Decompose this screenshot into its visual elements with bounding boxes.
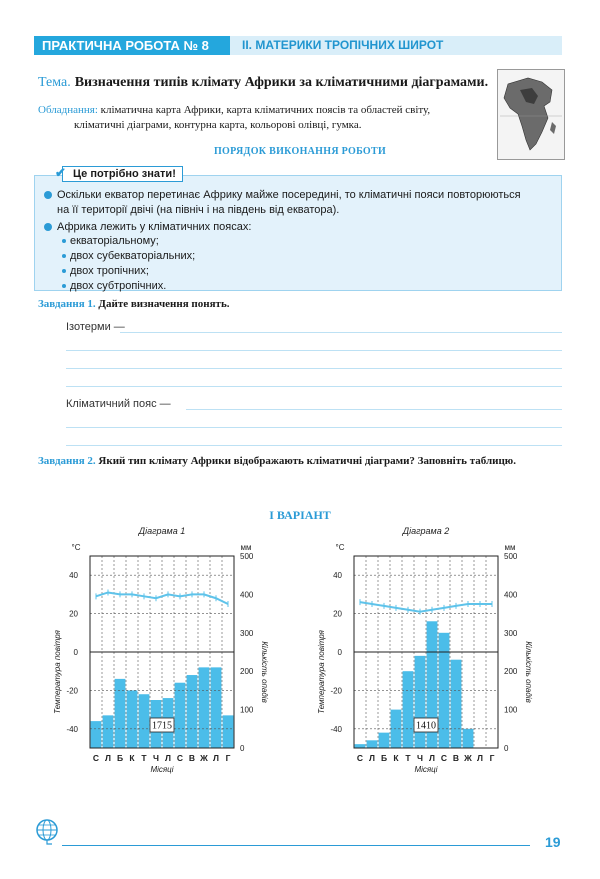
month-label: Ч (153, 753, 159, 763)
answer-line[interactable] (66, 386, 562, 387)
equipment (38, 103, 488, 133)
precip-bar (139, 694, 150, 748)
right-tick-label: 400 (504, 590, 518, 600)
month-label: Т (405, 753, 411, 763)
list-item (62, 264, 195, 279)
month-label: Л (213, 753, 219, 763)
info-title-text: Це потрібно знати! (73, 168, 176, 180)
right-tick-label: 500 (240, 552, 254, 561)
left-unit: °С (335, 543, 345, 552)
month-label: Б (380, 753, 388, 763)
task-1 (38, 298, 230, 310)
topic (38, 75, 488, 91)
belt-4: двох субтропічних. (70, 280, 167, 292)
precip-bar (91, 721, 102, 748)
term-climate-belt: Кліматичний пояс — (66, 398, 171, 410)
precip-bar (379, 733, 390, 748)
globe-icon (34, 816, 64, 851)
footer-rule (62, 845, 530, 846)
left-tick-label: 20 (333, 609, 342, 619)
chart-title: Діаграма 2 (402, 526, 450, 536)
left-tick-label: 20 (69, 609, 78, 619)
left-tick-label: 40 (69, 571, 78, 581)
x-axis-label: Місяці (150, 765, 174, 774)
left-tick-label: -40 (66, 724, 78, 734)
month-label: В (188, 753, 196, 763)
precip-bar (175, 683, 186, 748)
answer-line[interactable] (66, 350, 562, 351)
task-1-label: Завдання 1. (38, 298, 96, 310)
practical-work-title: ПРАКТИЧНА РОБОТА № 8 (34, 36, 230, 55)
right-tick-label: 100 (240, 705, 254, 715)
small-bullet-icon (62, 269, 66, 273)
belt-1: екваторіальному; (70, 235, 159, 247)
answer-line[interactable] (186, 409, 562, 410)
left-unit: °С (71, 543, 81, 552)
month-label: С (356, 753, 364, 763)
month-label: Л (165, 753, 171, 763)
month-label: Л (429, 753, 435, 763)
precip-bar (463, 729, 474, 748)
info-p1-line2: на її території двічі (на північ і на південь від екватора). (57, 204, 340, 216)
bullet-icon (44, 191, 52, 199)
equipment-label: Обладнання: (38, 104, 98, 116)
task-2 (38, 455, 516, 467)
month-label: К (129, 753, 135, 763)
pencil-check-icon: ✔ (55, 165, 66, 180)
task-2-text: Який тип клімату Африки відображають кліматичні діаграми? Заповніть таблицю. (98, 455, 516, 467)
precip-bar (223, 715, 234, 748)
left-tick-label: 40 (333, 571, 342, 581)
left-tick-label: -20 (330, 686, 342, 696)
month-label: Л (369, 753, 375, 763)
belt-3: двох тропічних; (70, 265, 149, 277)
month-label: Ж (464, 753, 472, 763)
month-label: Л (105, 753, 111, 763)
month-label: Ч (417, 753, 423, 763)
term-isotherms: Ізотерми — (66, 321, 125, 333)
right-tick-label: 300 (504, 628, 518, 638)
task-2-label: Завдання 2. (38, 455, 96, 467)
precip-bar (367, 740, 378, 748)
belts-list (62, 234, 195, 294)
x-axis-label: Місяці (414, 765, 438, 774)
month-label: К (393, 753, 399, 763)
right-tick-label: 0 (504, 744, 509, 753)
left-axis-label: Температура повітря (53, 630, 62, 714)
month-label: Г (489, 753, 495, 763)
precip-bar (187, 675, 198, 748)
right-axis-label: Кількість опадів (260, 641, 269, 703)
precip-bar (451, 660, 462, 748)
bullet-icon (44, 223, 52, 231)
topic-text: Визначення типів клімату Африки за кліматичними діаграмами. (74, 75, 489, 90)
month-label: С (92, 753, 100, 763)
equipment-line-1: кліматична карта Африки, карта кліматичних поясів та областей світу, (100, 104, 431, 116)
temperature-line (360, 602, 492, 612)
precip-bar (211, 667, 222, 748)
list-item (62, 249, 195, 264)
variant-heading: І ВАРІАНТ (269, 508, 331, 522)
belt-2: двох субекваторіальних; (70, 250, 196, 262)
climate-diagrams (0, 520, 600, 780)
month-label: С (176, 753, 184, 763)
left-tick-label: 0 (73, 648, 78, 657)
precip-bar (127, 690, 138, 748)
answer-line[interactable] (66, 368, 562, 369)
total-precip-label: 1410 (416, 720, 436, 732)
right-tick-label: 100 (504, 705, 518, 715)
answer-line[interactable] (120, 332, 562, 333)
precip-bar (355, 744, 366, 748)
list-item (62, 279, 195, 294)
equipment-line-2: кліматичні діаграми, контурна карта, кольорові олівці, гумка. (74, 119, 362, 131)
right-axis-label: Кількість опадів (524, 641, 533, 703)
total-precip-label: 1715 (152, 720, 172, 732)
right-tick-label: 500 (504, 552, 518, 561)
info-box-title (55, 165, 183, 182)
info-point-1 (44, 188, 560, 218)
month-label: Г (225, 753, 231, 763)
month-label: Ж (200, 753, 208, 763)
info-p2: Африка лежить у кліматичних поясах: (57, 221, 252, 233)
precip-bar (199, 667, 210, 748)
small-bullet-icon (62, 254, 66, 258)
list-item (62, 234, 195, 249)
precip-bar (103, 715, 114, 748)
right-tick-label: 200 (504, 667, 518, 677)
right-tick-label: 400 (240, 590, 254, 600)
info-p1-line1: Оскільки екватор перетинає Африку майже посередині, то кліматичні пояси повторюються (57, 189, 521, 201)
right-tick-label: 0 (240, 744, 245, 753)
info-point-2 (44, 220, 251, 235)
section-title: II. МАТЕРИКИ ТРОПІЧНИХ ШИРОТ (230, 36, 562, 55)
left-tick-label: -20 (66, 686, 78, 696)
temperature-line (96, 592, 228, 604)
month-label: Б (116, 753, 124, 763)
month-label: Т (141, 753, 147, 763)
right-tick-label: 300 (240, 628, 254, 638)
chart-title: Діаграма 1 (138, 526, 186, 536)
small-bullet-icon (62, 284, 66, 288)
month-label: В (452, 753, 460, 763)
left-axis-label: Температура повітря (317, 630, 326, 714)
small-bullet-icon (62, 239, 66, 243)
topic-label: Тема. (38, 75, 71, 90)
right-tick-label: 200 (240, 667, 254, 677)
precip-bar (115, 679, 126, 748)
precip-bar (415, 656, 426, 748)
right-unit: мм (504, 543, 516, 552)
page-header (34, 36, 562, 55)
month-label: С (440, 753, 448, 763)
month-label: Л (477, 753, 483, 763)
precip-bar (403, 671, 414, 748)
left-tick-label: 0 (337, 648, 342, 657)
answer-line[interactable] (66, 445, 562, 446)
left-tick-label: -40 (330, 724, 342, 734)
task-1-text: Дайте визначення понять. (98, 298, 230, 310)
answer-line[interactable] (66, 427, 562, 428)
procedure-heading: ПОРЯДОК ВИКОНАННЯ РОБОТИ (213, 146, 387, 157)
page-number: 19 (545, 834, 561, 850)
right-unit: мм (240, 543, 252, 552)
